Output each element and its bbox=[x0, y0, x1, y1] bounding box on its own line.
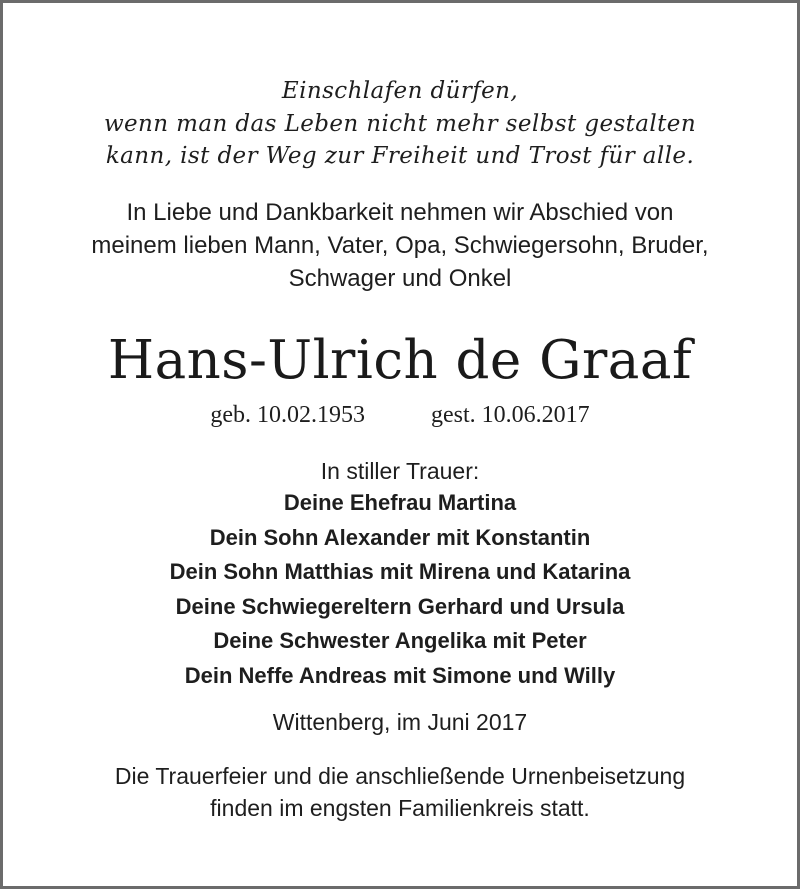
mourners-list bbox=[3, 486, 797, 693]
poem-line: Einschlafen dürfen, bbox=[281, 78, 519, 104]
poem-line: wenn man das Leben nicht mehr selbst gestalten bbox=[103, 110, 697, 137]
ceremony-note bbox=[3, 760, 797, 824]
mourner-line: Deine Schwester Angelika mit Peter bbox=[213, 628, 587, 653]
mourner-line: Dein Sohn Alexander mit Konstantin bbox=[209, 524, 591, 550]
ceremony-line: Die Trauerfeier und die anschließende Urnenbeisetzung bbox=[114, 763, 686, 789]
deceased-name: Hans-Ulrich de Graaf bbox=[107, 330, 693, 391]
memorial-poem bbox=[3, 75, 797, 173]
mourner-line: Deine Schwiegereltern Gerhard und Ursula bbox=[175, 593, 625, 619]
mourner-line: Deine Ehefrau Martina bbox=[283, 490, 517, 515]
intro-line: In Liebe und Dankbarkeit nehmen wir Abschied von bbox=[126, 199, 674, 226]
intro-line: meinem lieben Mann, Vater, Opa, Schwiegersohn, Bruder, bbox=[91, 232, 709, 259]
ceremony-line: finden im engsten Familienkreis statt. bbox=[210, 795, 590, 821]
mourner-line: Dein Sohn Matthias mit Mirena und Katarina bbox=[169, 559, 631, 584]
mourner-line: Dein Neffe Andreas mit Simone und Willy bbox=[184, 662, 616, 688]
death-date: gest. 10.06.2017 bbox=[430, 402, 590, 428]
poem-line: kann, ist der Weg zur Freiheit und Trost für alle. bbox=[105, 143, 695, 169]
mourning-heading: In stiller Trauer: bbox=[320, 458, 480, 484]
place-and-date: Wittenberg, im Juni 2017 bbox=[272, 709, 528, 735]
farewell-intro bbox=[3, 196, 797, 295]
life-dates bbox=[3, 400, 797, 430]
intro-line: Schwager und Onkel bbox=[288, 265, 512, 292]
birth-date: geb. 10.02.1953 bbox=[210, 402, 365, 428]
